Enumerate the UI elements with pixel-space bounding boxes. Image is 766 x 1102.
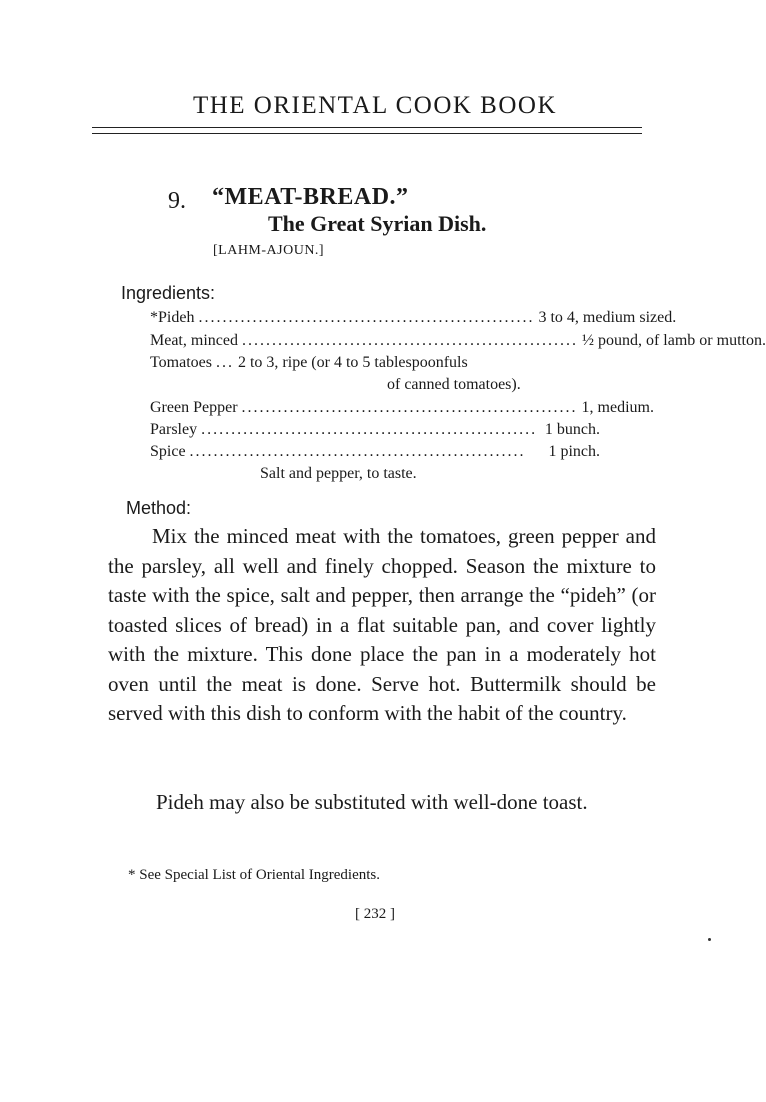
ingredient-quantity: ½ pound, of lamb or mutton.	[581, 332, 766, 349]
header-rule-bottom	[92, 133, 642, 134]
leader-dots: ........................................................	[241, 399, 578, 416]
page-number: [ 232 ]	[355, 906, 395, 922]
ingredient-continuation: of canned tomatoes).	[387, 376, 521, 393]
ingredient-quantity: 1 bunch.	[544, 421, 600, 438]
recipe-subtitle: The Great Syrian Dish.	[268, 211, 487, 236]
header-rule-top	[92, 127, 642, 128]
footnote: * See Special List of Oriental Ingredients.	[128, 867, 381, 883]
ingredient-name: *Pideh	[150, 309, 195, 326]
ingredient-row	[150, 332, 766, 350]
ingredient-name: Meat, minced	[150, 332, 238, 349]
ingredient-name: Spice	[150, 443, 186, 460]
leader-dots: ...	[215, 354, 234, 371]
method-paragraph: Pideh may also be substituted with well-done toast.	[156, 790, 588, 814]
ingredient-name: Parsley	[150, 421, 198, 438]
ingredient-quantity: 3 to 4, medium sized.	[538, 309, 677, 326]
recipe-title: “MEAT-BREAD.”	[212, 184, 409, 210]
ingredient-quantity: 1 pinch.	[548, 443, 600, 460]
seasoning-line: Salt and pepper, to taste.	[260, 465, 417, 482]
running-header: THE ORIENTAL COOK BOOK	[192, 92, 558, 119]
ingredient-quantity: 1, medium.	[581, 399, 654, 416]
ingredient-row	[150, 443, 600, 461]
ingredient-row	[150, 354, 600, 372]
leader-dots: ........................................................	[189, 443, 526, 460]
ingredient-name: Tomatoes	[150, 354, 212, 371]
ingredient-name: Green Pepper	[150, 399, 238, 416]
leader-dots: ........................................................	[198, 309, 535, 326]
ingredient-quantity: 2 to 3, ripe (or 4 to 5 tablespoonfuls	[237, 354, 468, 371]
print-speck	[708, 938, 711, 941]
ingredient-row	[150, 421, 600, 439]
recipe-alt-name: [LAHM-AJOUN.]	[213, 243, 325, 258]
leader-dots: ........................................................	[241, 332, 578, 349]
ingredient-row	[150, 309, 677, 327]
method-heading: Method:	[126, 498, 192, 518]
recipe-number: 9.	[168, 188, 186, 214]
method-paragraph: Mix the minced meat with the tomatoes, green pepper and the parsley, all well and finely chopped. Season the mixture to taste with the spice, salt and pepper, then arrange the “pideh” (or toasted slices of bread) in a flat suitable pan, and cover lightly with the mixture. This done place the pan in a moderately hot oven until the meat is done. Serve hot. Buttermilk should be served with this dish to conform with the habit of the country.	[108, 524, 656, 725]
leader-dots: ........................................................	[201, 421, 538, 438]
ingredient-row	[150, 399, 654, 417]
ingredients-heading: Ingredients:	[121, 283, 216, 303]
